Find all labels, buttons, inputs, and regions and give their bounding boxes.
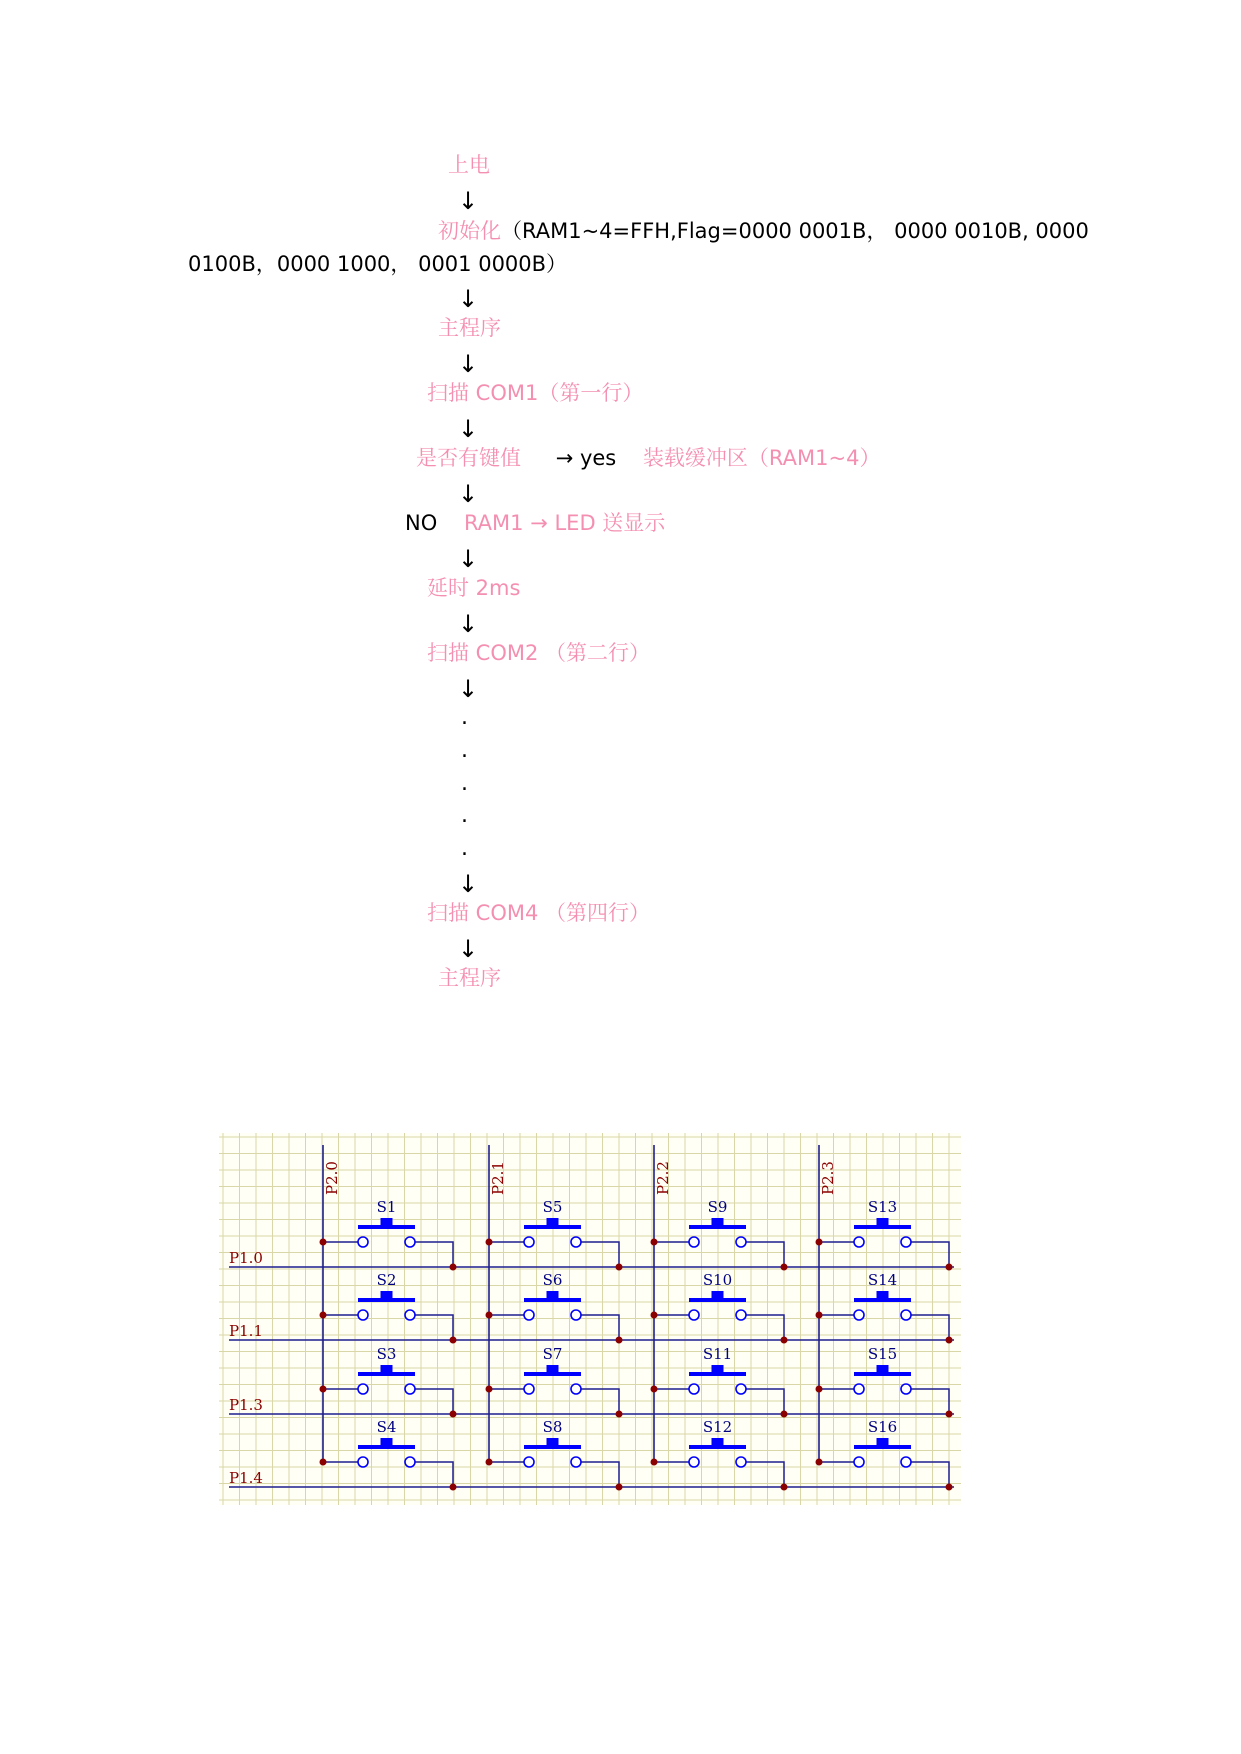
switch-actuator (854, 1372, 911, 1376)
switch-actuator (358, 1225, 415, 1229)
switch-actuator (524, 1445, 581, 1449)
column-label: P2.3 (819, 1161, 837, 1195)
switch-label: S9 (707, 1198, 728, 1216)
switch-contact (736, 1457, 746, 1467)
junction-node (320, 1239, 327, 1246)
flow-load-buffer: 装载缓冲区（RAM1~4） (642, 446, 881, 470)
switch-contact (854, 1237, 864, 1247)
switch-button (712, 1365, 724, 1372)
switch-actuator (854, 1225, 911, 1229)
row-label: P1.0 (229, 1249, 263, 1267)
column-label: P2.2 (654, 1161, 672, 1195)
junction-node (651, 1239, 658, 1246)
switch-label: S12 (702, 1418, 733, 1436)
switch-contact (571, 1457, 581, 1467)
switch-button (877, 1365, 889, 1372)
switch-contact (901, 1384, 911, 1394)
switch-contact (571, 1310, 581, 1320)
switch-contact (358, 1310, 368, 1320)
column-label: P2.0 (323, 1161, 341, 1195)
flow-scan-com4: 扫描 COM4 （第四行） (427, 901, 651, 925)
switch-actuator (854, 1445, 911, 1449)
switch-contact (405, 1457, 415, 1467)
junction-node (651, 1312, 658, 1319)
flow-arrow-2: ↓ (458, 285, 479, 313)
row-label: P1.4 (229, 1469, 263, 1487)
switch-actuator (524, 1298, 581, 1302)
switch-contact (405, 1310, 415, 1320)
junction-node (486, 1312, 493, 1319)
junction-node (486, 1459, 493, 1466)
flow-init-label: 初始化 (438, 219, 501, 243)
switch-contact (736, 1384, 746, 1394)
switch-contact (524, 1457, 534, 1467)
switch-label: S15 (867, 1345, 898, 1363)
junction-node (616, 1411, 623, 1418)
junction-node (486, 1239, 493, 1246)
switch-actuator (358, 1445, 415, 1449)
switch-actuator (854, 1298, 911, 1302)
junction-node (816, 1239, 823, 1246)
switch-contact (689, 1310, 699, 1320)
junction-node (816, 1312, 823, 1319)
switch-label: S2 (376, 1271, 397, 1289)
switch-contact (689, 1237, 699, 1247)
row-label: P1.1 (229, 1322, 263, 1340)
junction-node (781, 1411, 788, 1418)
switch-contact (571, 1384, 581, 1394)
junction-node (320, 1312, 327, 1319)
switch-contact (524, 1384, 534, 1394)
flow-delay: 延时 2ms (427, 576, 521, 600)
junction-node (486, 1386, 493, 1393)
junction-node (816, 1386, 823, 1393)
switch-button (547, 1438, 559, 1445)
row-label: P1.3 (229, 1396, 263, 1414)
switch-button (381, 1291, 393, 1298)
switch-button (547, 1218, 559, 1225)
switch-label: S6 (542, 1271, 563, 1289)
flow-no-line (405, 510, 665, 536)
junction-node (320, 1386, 327, 1393)
flow-arrow-3: ↓ (458, 350, 479, 378)
junction-node (616, 1264, 623, 1271)
switch-contact (358, 1384, 368, 1394)
switch-actuator (524, 1225, 581, 1229)
switch-button (381, 1218, 393, 1225)
switch-button (547, 1365, 559, 1372)
junction-node (946, 1264, 953, 1271)
switch-contact (524, 1237, 534, 1247)
flow-decision-line (416, 445, 880, 471)
switch-button (877, 1218, 889, 1225)
switch-contact (524, 1310, 534, 1320)
flow-arrow-4: ↓ (458, 415, 479, 443)
flow-main-program: 主程序 (438, 316, 501, 340)
switch-contact (405, 1237, 415, 1247)
switch-contact (901, 1237, 911, 1247)
junction-node (781, 1484, 788, 1491)
flow-has-key: 是否有键值 (416, 446, 521, 470)
switch-contact (358, 1457, 368, 1467)
junction-node (651, 1459, 658, 1466)
flow-no-label: NO (405, 511, 438, 535)
switch-label: S3 (376, 1345, 397, 1363)
switch-label: S14 (867, 1271, 898, 1289)
switch-button (712, 1438, 724, 1445)
switch-contact (736, 1310, 746, 1320)
junction-node (946, 1337, 953, 1344)
switch-contact (901, 1310, 911, 1320)
flow-ram-to-led: RAM1 → LED 送显示 (463, 511, 666, 535)
switch-button (381, 1438, 393, 1445)
flow-arrow-1: ↓ (458, 187, 479, 215)
flow-scan-com2: 扫描 COM2 （第二行） (427, 641, 651, 665)
switch-button (877, 1291, 889, 1298)
switch-label: S11 (702, 1345, 733, 1363)
flow-arrow-10: ↓ (458, 935, 479, 963)
junction-node (616, 1484, 623, 1491)
switch-button (381, 1365, 393, 1372)
flow-dot-4: . (461, 803, 468, 828)
junction-node (816, 1459, 823, 1466)
flow-dot-1: . (461, 705, 468, 730)
switch-label: S1 (376, 1198, 397, 1216)
switch-contact (854, 1310, 864, 1320)
switch-contact (571, 1237, 581, 1247)
switch-contact (405, 1384, 415, 1394)
flow-main-program-end: 主程序 (438, 966, 501, 990)
switch-actuator (358, 1298, 415, 1302)
junction-node (651, 1386, 658, 1393)
flow-dot-2: . (461, 738, 468, 763)
junction-node (450, 1484, 457, 1491)
junction-node (781, 1337, 788, 1344)
switch-label: S10 (702, 1271, 733, 1289)
junction-node (450, 1337, 457, 1344)
junction-node (781, 1264, 788, 1271)
junction-node (320, 1459, 327, 1466)
switch-label: S5 (542, 1198, 563, 1216)
switch-contact (854, 1384, 864, 1394)
junction-node (946, 1411, 953, 1418)
flow-init-line1 (438, 218, 1089, 244)
flow-scan-com1: 扫描 COM1（第一行） (427, 381, 644, 405)
switch-label: S13 (867, 1198, 898, 1216)
junction-node (450, 1411, 457, 1418)
switch-contact (689, 1384, 699, 1394)
switch-button (712, 1218, 724, 1225)
flow-init-line2: 0100B，0000 1000， 0001 0000B） (188, 252, 568, 276)
switch-contact (854, 1457, 864, 1467)
flow-arrow-7: ↓ (458, 610, 479, 638)
switch-button (712, 1291, 724, 1298)
flow-yes-arrow: → yes (555, 446, 617, 470)
flow-arrow-8: ↓ (458, 675, 479, 703)
flow-arrow-9: ↓ (458, 870, 479, 898)
switch-actuator (689, 1298, 746, 1302)
switch-actuator (524, 1372, 581, 1376)
switch-contact (901, 1457, 911, 1467)
switch-label: S7 (542, 1345, 563, 1363)
switch-actuator (689, 1445, 746, 1449)
switch-button (877, 1438, 889, 1445)
switch-actuator (689, 1225, 746, 1229)
flow-dot-5: . (461, 836, 468, 861)
switch-contact (689, 1457, 699, 1467)
junction-node (946, 1484, 953, 1491)
switch-label: S4 (376, 1418, 397, 1436)
flow-power-on: 上电 (448, 153, 490, 177)
flow-init-detail-1: （RAM1~4=FFH,Flag=0000 0001B， 0000 0010B, 0000 (501, 219, 1089, 243)
switch-contact (736, 1237, 746, 1247)
keypad-matrix-schematic (219, 1133, 961, 1505)
junction-node (450, 1264, 457, 1271)
switch-actuator (358, 1372, 415, 1376)
switch-label: S16 (867, 1418, 898, 1436)
column-label: P2.1 (489, 1161, 507, 1195)
switch-button (547, 1291, 559, 1298)
switch-label: S8 (542, 1418, 563, 1436)
switch-contact (358, 1237, 368, 1247)
flow-arrow-6: ↓ (458, 545, 479, 573)
flow-arrow-5: ↓ (458, 480, 479, 508)
flow-dot-3: . (461, 771, 468, 796)
switch-actuator (689, 1372, 746, 1376)
junction-node (616, 1337, 623, 1344)
